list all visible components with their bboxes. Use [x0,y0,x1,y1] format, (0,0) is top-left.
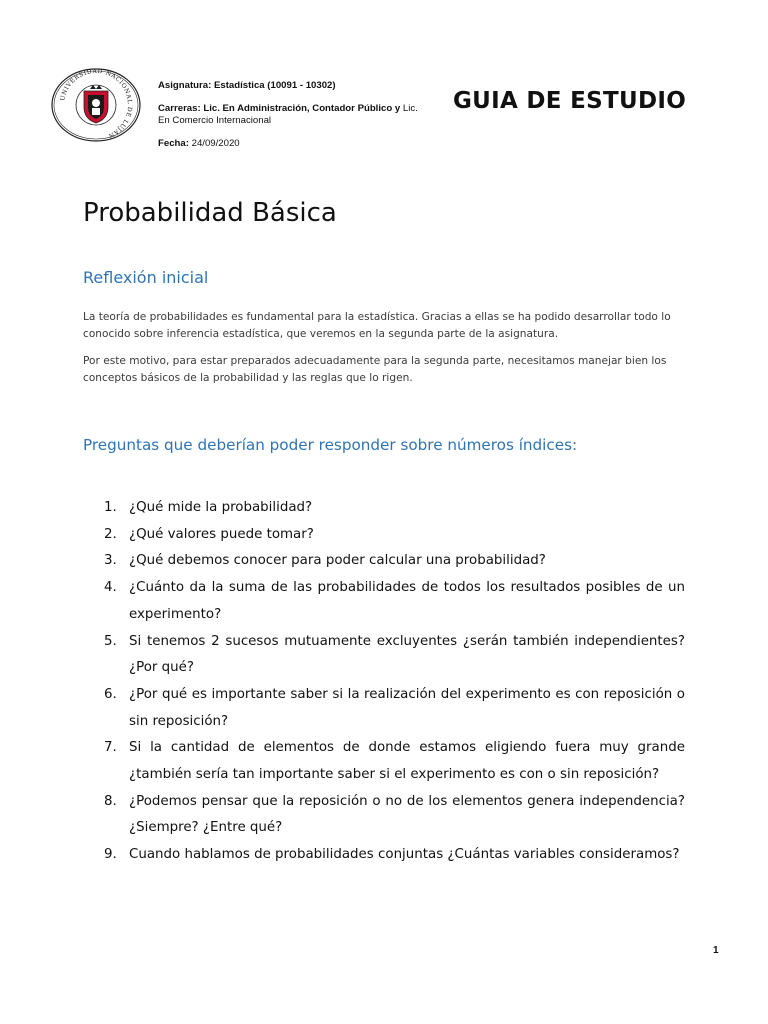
question-number: 8. [104,793,117,809]
questions-list [104,495,685,869]
intro-paragraph: La teoría de probabilidades es fundamental para la estadística. Gracias a ellas se ha podido desarrollar todo lo conocido sobre inferencia estadística, que veremos en la segunda parte de la asignatura. [83,311,671,340]
header-info [158,80,418,150]
question-number: 7. [104,740,117,756]
question-item [104,629,685,682]
question-text: ¿Podemos pensar que la reposición o no de los elementos genera independencia? ¿Siempre? ¿Entre qué? [129,793,685,836]
question-item [104,548,685,575]
svg-text:UNIVERSIDAD NACIONAL DE LUJAN: UNIVERSIDAD NACIONAL DE LUJAN [59,67,134,140]
question-number: 4. [104,580,117,596]
question-text: ¿Cuánto da la suma de las probabilidades de todos los resultados posibles de un experimento? [129,580,685,622]
asignatura-value: Estadística (10091 - 10302) [213,80,336,91]
asignatura-label: Asignatura: [158,80,212,91]
fecha-label: Fecha: [158,138,189,149]
university-seal-logo [48,67,144,143]
question-item [104,789,685,842]
question-number: 1. [104,500,117,515]
fecha-line [158,138,418,150]
asignatura-line [158,80,418,92]
question-number: 2. [104,526,117,542]
question-text: ¿Qué mide la probabilidad? [129,500,313,515]
document-title: Probabilidad Básica [83,198,337,228]
carreras-line [158,103,418,127]
question-item [104,495,685,522]
carreras-label: Carreras: [158,103,201,114]
page-number: 1 [713,945,719,956]
question-item [104,682,685,735]
reflexion-heading: Reflexión inicial [83,268,209,287]
preguntas-heading: Preguntas que deberían poder responder sobre números índices: [83,436,578,454]
question-number: 9. [104,847,117,863]
motivation-paragraph: Por este motivo, para estar preparados adecuadamente para la segunda parte, necesitamos manejar bien los conceptos básicos de la probabilidad y las reglas que lo rigen. [83,355,667,384]
question-number: 6. [104,686,117,702]
question-text: ¿Qué debemos conocer para poder calcular una probabilidad? [129,553,546,569]
question-text: Si tenemos 2 sucesos mutuamente excluyentes ¿serán también independientes? ¿Por qué? [129,633,685,676]
question-text: Si la cantidad de elementos de donde estamos eligiendo fuera muy grande ¿también sería tan importante saber si el experimento es con o sin reposición? [129,740,685,783]
carreras-bold-value: Lic. En Administración, Contador Público y [203,103,401,114]
question-text: ¿Por qué es importante saber si la realización del experimento es con reposición o sin reposición? [129,686,685,729]
question-item [104,575,685,628]
question-number: 5. [104,633,117,649]
guide-title: GUIA DE ESTUDIO [453,88,687,114]
carreras-rest-value: Lic. En Comercio Internacional [158,103,418,126]
fecha-value: 24/09/2020 [191,138,240,149]
question-item [104,735,685,788]
question-item [104,522,685,549]
question-text: Cuando hablamos de probabilidades conjuntas ¿Cuántas variables consideramos? [129,847,680,863]
question-number: 3. [104,553,117,569]
question-text: ¿Qué valores puede tomar? [129,526,314,542]
question-item [104,842,685,869]
